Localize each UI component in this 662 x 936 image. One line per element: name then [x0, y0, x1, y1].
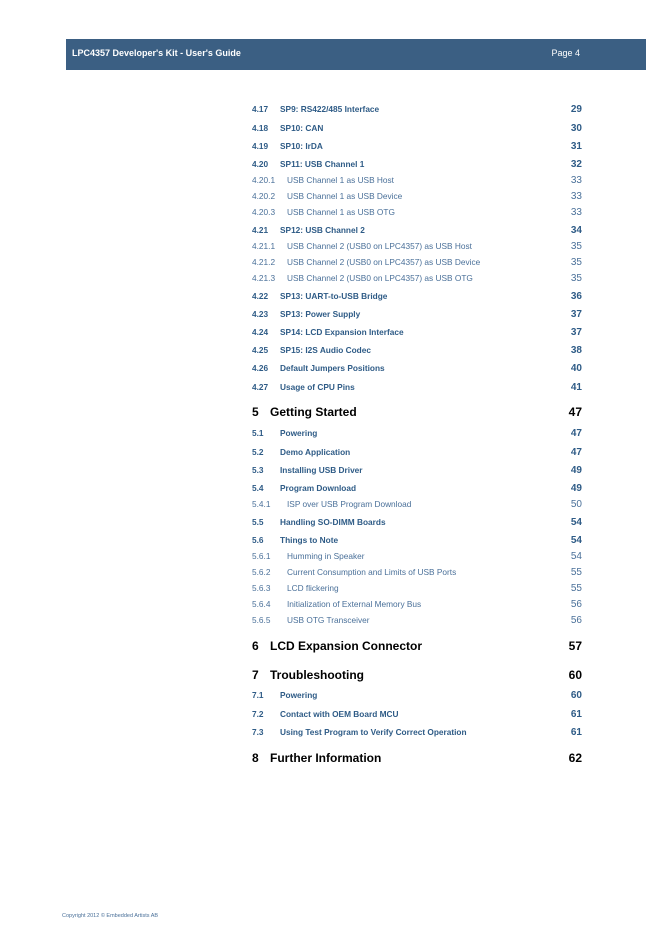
toc-entry-page: 54	[570, 535, 582, 546]
toc-entry-title: Powering	[280, 428, 318, 438]
toc-entry[interactable]	[252, 104, 582, 118]
toc-entry[interactable]	[252, 241, 582, 255]
toc-entry[interactable]	[252, 345, 582, 359]
toc-entry-number: 4.23	[252, 309, 269, 319]
toc-entry-title: USB Channel 1 as USB Host	[287, 175, 394, 185]
toc-entry[interactable]	[252, 599, 582, 613]
toc-entry-title: Program Download	[280, 483, 357, 493]
toc-entry-page: 31	[570, 141, 582, 152]
toc-entry[interactable]	[252, 273, 582, 287]
toc-entry-number: 4.20.3	[252, 207, 276, 217]
toc-entry-page: 32	[570, 159, 582, 170]
toc-entry-number: 8	[252, 751, 259, 765]
toc-entry-page: 35	[570, 241, 582, 252]
toc-entry-page: 55	[570, 567, 582, 578]
toc-entry-page: 47	[570, 428, 582, 439]
toc-entry-title: SP13: UART-to-USB Bridge	[280, 291, 388, 301]
toc-entry-number: 4.21	[252, 225, 269, 235]
toc-entry-title: Further Information	[270, 751, 382, 765]
toc-entry[interactable]	[252, 483, 582, 497]
toc-entry[interactable]	[252, 551, 582, 565]
toc-entry-number: 4.17	[252, 104, 269, 114]
toc-entry[interactable]	[252, 517, 582, 531]
toc-entry[interactable]	[252, 257, 582, 271]
toc-entry[interactable]	[252, 709, 582, 723]
toc-entry-title: LCD Expansion Connector	[270, 639, 423, 653]
toc-entry-number: 4.21.3	[252, 273, 276, 283]
toc-entry-title: Usage of CPU Pins	[280, 382, 355, 392]
toc-entry-title: SP12: USB Channel 2	[280, 225, 365, 235]
toc-entry-number: 4.27	[252, 382, 269, 392]
copyright-footer: Copyright 2012 © Embedded Artists AB	[62, 913, 159, 919]
toc-entry-page: 33	[570, 191, 582, 202]
page-number: Page 4	[551, 48, 580, 58]
toc-entry-number: 5.3	[252, 465, 264, 475]
toc-entry[interactable]	[252, 583, 582, 597]
toc-entry[interactable]	[252, 465, 582, 479]
toc-entry-page: 33	[570, 207, 582, 218]
toc-entry-page: 60	[568, 668, 582, 682]
toc-entry-title: Contact with OEM Board MCU	[280, 709, 399, 719]
toc-entry-title: USB Channel 1 as USB Device	[287, 191, 403, 201]
toc-entry-title: Demo Application	[280, 447, 351, 457]
toc-entry-number: 5.6	[252, 535, 264, 545]
toc-entry[interactable]	[252, 123, 582, 137]
toc-entry-number: 4.20.2	[252, 191, 276, 201]
toc-entry[interactable]	[252, 291, 582, 305]
toc-entry-number: 7.1	[252, 690, 264, 700]
toc-entry-title: USB Channel 2 (USB0 on LPC4357) as USB Host	[287, 241, 472, 251]
toc-entry-title: Initialization of External Memory Bus	[287, 599, 422, 609]
toc-entry-title: Handling SO-DIMM Boards	[280, 517, 386, 527]
toc-entry-number: 5.6.2	[252, 567, 271, 577]
toc-chapter-entry[interactable]	[252, 405, 582, 423]
toc-entry[interactable]	[252, 690, 582, 704]
toc-entry[interactable]	[252, 327, 582, 341]
toc-entry-title: USB Channel 1 as USB OTG	[287, 207, 395, 217]
toc-entry-title: Getting Started	[270, 405, 357, 419]
toc-entry-number: 4.26	[252, 363, 269, 373]
toc-entry-title: ISP over USB Program Download	[287, 499, 412, 509]
toc-entry[interactable]	[252, 727, 582, 741]
toc-entry-number: 4.21.2	[252, 257, 276, 267]
toc-entry-number: 7.3	[252, 727, 264, 737]
toc-entry-page: 54	[570, 517, 582, 528]
toc-entry-number: 5.2	[252, 447, 264, 457]
toc-entry[interactable]	[252, 141, 582, 155]
toc-chapter-entry[interactable]	[252, 639, 582, 657]
toc-entry-page: 49	[570, 483, 582, 494]
toc-entry-page: 47	[570, 447, 582, 458]
toc-chapter-entry[interactable]	[252, 751, 582, 769]
toc-entry[interactable]	[252, 535, 582, 549]
toc-entry-title: SP13: Power Supply	[280, 309, 361, 319]
toc-entry-page: 40	[570, 363, 582, 374]
toc-entry-number: 5.4.1	[252, 499, 271, 509]
toc-entry-number: 5.1	[252, 428, 264, 438]
toc-entry[interactable]	[252, 615, 582, 629]
toc-entry-page: 34	[570, 225, 582, 236]
toc-entry-title: SP14: LCD Expansion Interface	[280, 327, 404, 337]
toc-entry-number: 4.25	[252, 345, 269, 355]
toc-entry-page: 37	[570, 327, 582, 338]
toc-entry-number: 6	[252, 639, 259, 653]
toc-entry-page: 47	[568, 405, 582, 419]
toc-entry[interactable]	[252, 428, 582, 442]
toc-entry-title: Current Consumption and Limits of USB Ports	[287, 567, 457, 577]
toc-entry-number: 5.6.5	[252, 615, 271, 625]
toc-entry-number: 4.18	[252, 123, 269, 133]
toc-entry[interactable]	[252, 191, 582, 205]
toc-chapter-entry[interactable]	[252, 668, 582, 686]
toc-entry-page: 38	[570, 345, 582, 356]
toc-entry-number: 4.22	[252, 291, 269, 301]
toc-entry[interactable]	[252, 225, 582, 239]
toc-entry[interactable]	[252, 382, 582, 396]
toc-entry-page: 62	[568, 751, 582, 765]
toc-entry-page: 60	[570, 690, 582, 701]
toc-entry-page: 56	[570, 599, 582, 610]
toc-entry-page: 36	[570, 291, 582, 302]
toc-entry-number: 4.24	[252, 327, 269, 337]
toc-entry-number: 4.20	[252, 159, 269, 169]
toc-entry-number: 5.4	[252, 483, 264, 493]
toc-entry-title: Humming in Speaker	[287, 551, 365, 561]
toc-entry-page: 54	[570, 551, 582, 562]
toc-entry-title: SP10: IrDA	[280, 141, 323, 151]
toc-entry-title: Using Test Program to Verify Correct Operation	[280, 727, 467, 737]
toc-entry-title: SP10: CAN	[280, 123, 324, 133]
toc-entry-title: LCD flickering	[287, 583, 339, 593]
toc-entry-title: Troubleshooting	[270, 668, 364, 682]
toc-entry[interactable]	[252, 207, 582, 221]
toc-entry-page: 50	[570, 499, 582, 510]
toc-entry[interactable]	[252, 175, 582, 189]
toc-entry-page: 61	[570, 727, 582, 738]
toc-entry-number: 4.19	[252, 141, 269, 151]
page-header	[66, 39, 646, 70]
toc-entry[interactable]	[252, 499, 582, 513]
toc-entry[interactable]	[252, 447, 582, 461]
toc-entry-page: 56	[570, 615, 582, 626]
toc-entry[interactable]	[252, 567, 582, 581]
toc-entry[interactable]	[252, 159, 582, 173]
toc-entry-title: Things to Note	[280, 535, 339, 545]
toc-entry-title: Powering	[280, 690, 318, 700]
toc-entry-page: 29	[570, 104, 582, 115]
toc-entry-page: 37	[570, 309, 582, 320]
toc-entry-page: 49	[570, 465, 582, 476]
toc-entry-page: 33	[570, 175, 582, 186]
toc-entry-title: Installing USB Driver	[280, 465, 363, 475]
toc-entry-number: 4.20.1	[252, 175, 276, 185]
toc-entry[interactable]	[252, 309, 582, 323]
toc-entry-number: 5.6.3	[252, 583, 271, 593]
toc-entry-number: 7.2	[252, 709, 264, 719]
toc-entry-page: 41	[570, 382, 582, 393]
toc-entry-page: 57	[568, 639, 582, 653]
toc-entry-number: 5.6.1	[252, 551, 271, 561]
toc-entry-page: 55	[570, 583, 582, 594]
toc-entry-title: SP15: I2S Audio Codec	[280, 345, 371, 355]
toc-entry-title: USB OTG Transceiver	[287, 615, 370, 625]
toc-entry-page: 35	[570, 273, 582, 284]
toc-entry-number: 5.5	[252, 517, 264, 527]
toc-entry-number: 5	[252, 405, 259, 419]
toc-entry-number: 7	[252, 668, 259, 682]
toc-entry-number: 5.6.4	[252, 599, 271, 609]
toc-entry-number: 4.21.1	[252, 241, 276, 251]
toc-entry[interactable]	[252, 363, 582, 377]
toc-entry-title: SP9: RS422/485 Interface	[280, 104, 380, 114]
toc-entry-title: USB Channel 2 (USB0 on LPC4357) as USB Device	[287, 257, 481, 267]
toc-entry-page: 35	[570, 257, 582, 268]
document-title: LPC4357 Developer's Kit - User's Guide	[72, 48, 241, 58]
toc-entry-title: Default Jumpers Positions	[280, 363, 385, 373]
toc-entry-page: 61	[570, 709, 582, 720]
toc-entry-title: SP11: USB Channel 1	[280, 159, 365, 169]
toc-entry-page: 30	[570, 123, 582, 134]
toc-entry-title: USB Channel 2 (USB0 on LPC4357) as USB OTG	[287, 273, 473, 283]
